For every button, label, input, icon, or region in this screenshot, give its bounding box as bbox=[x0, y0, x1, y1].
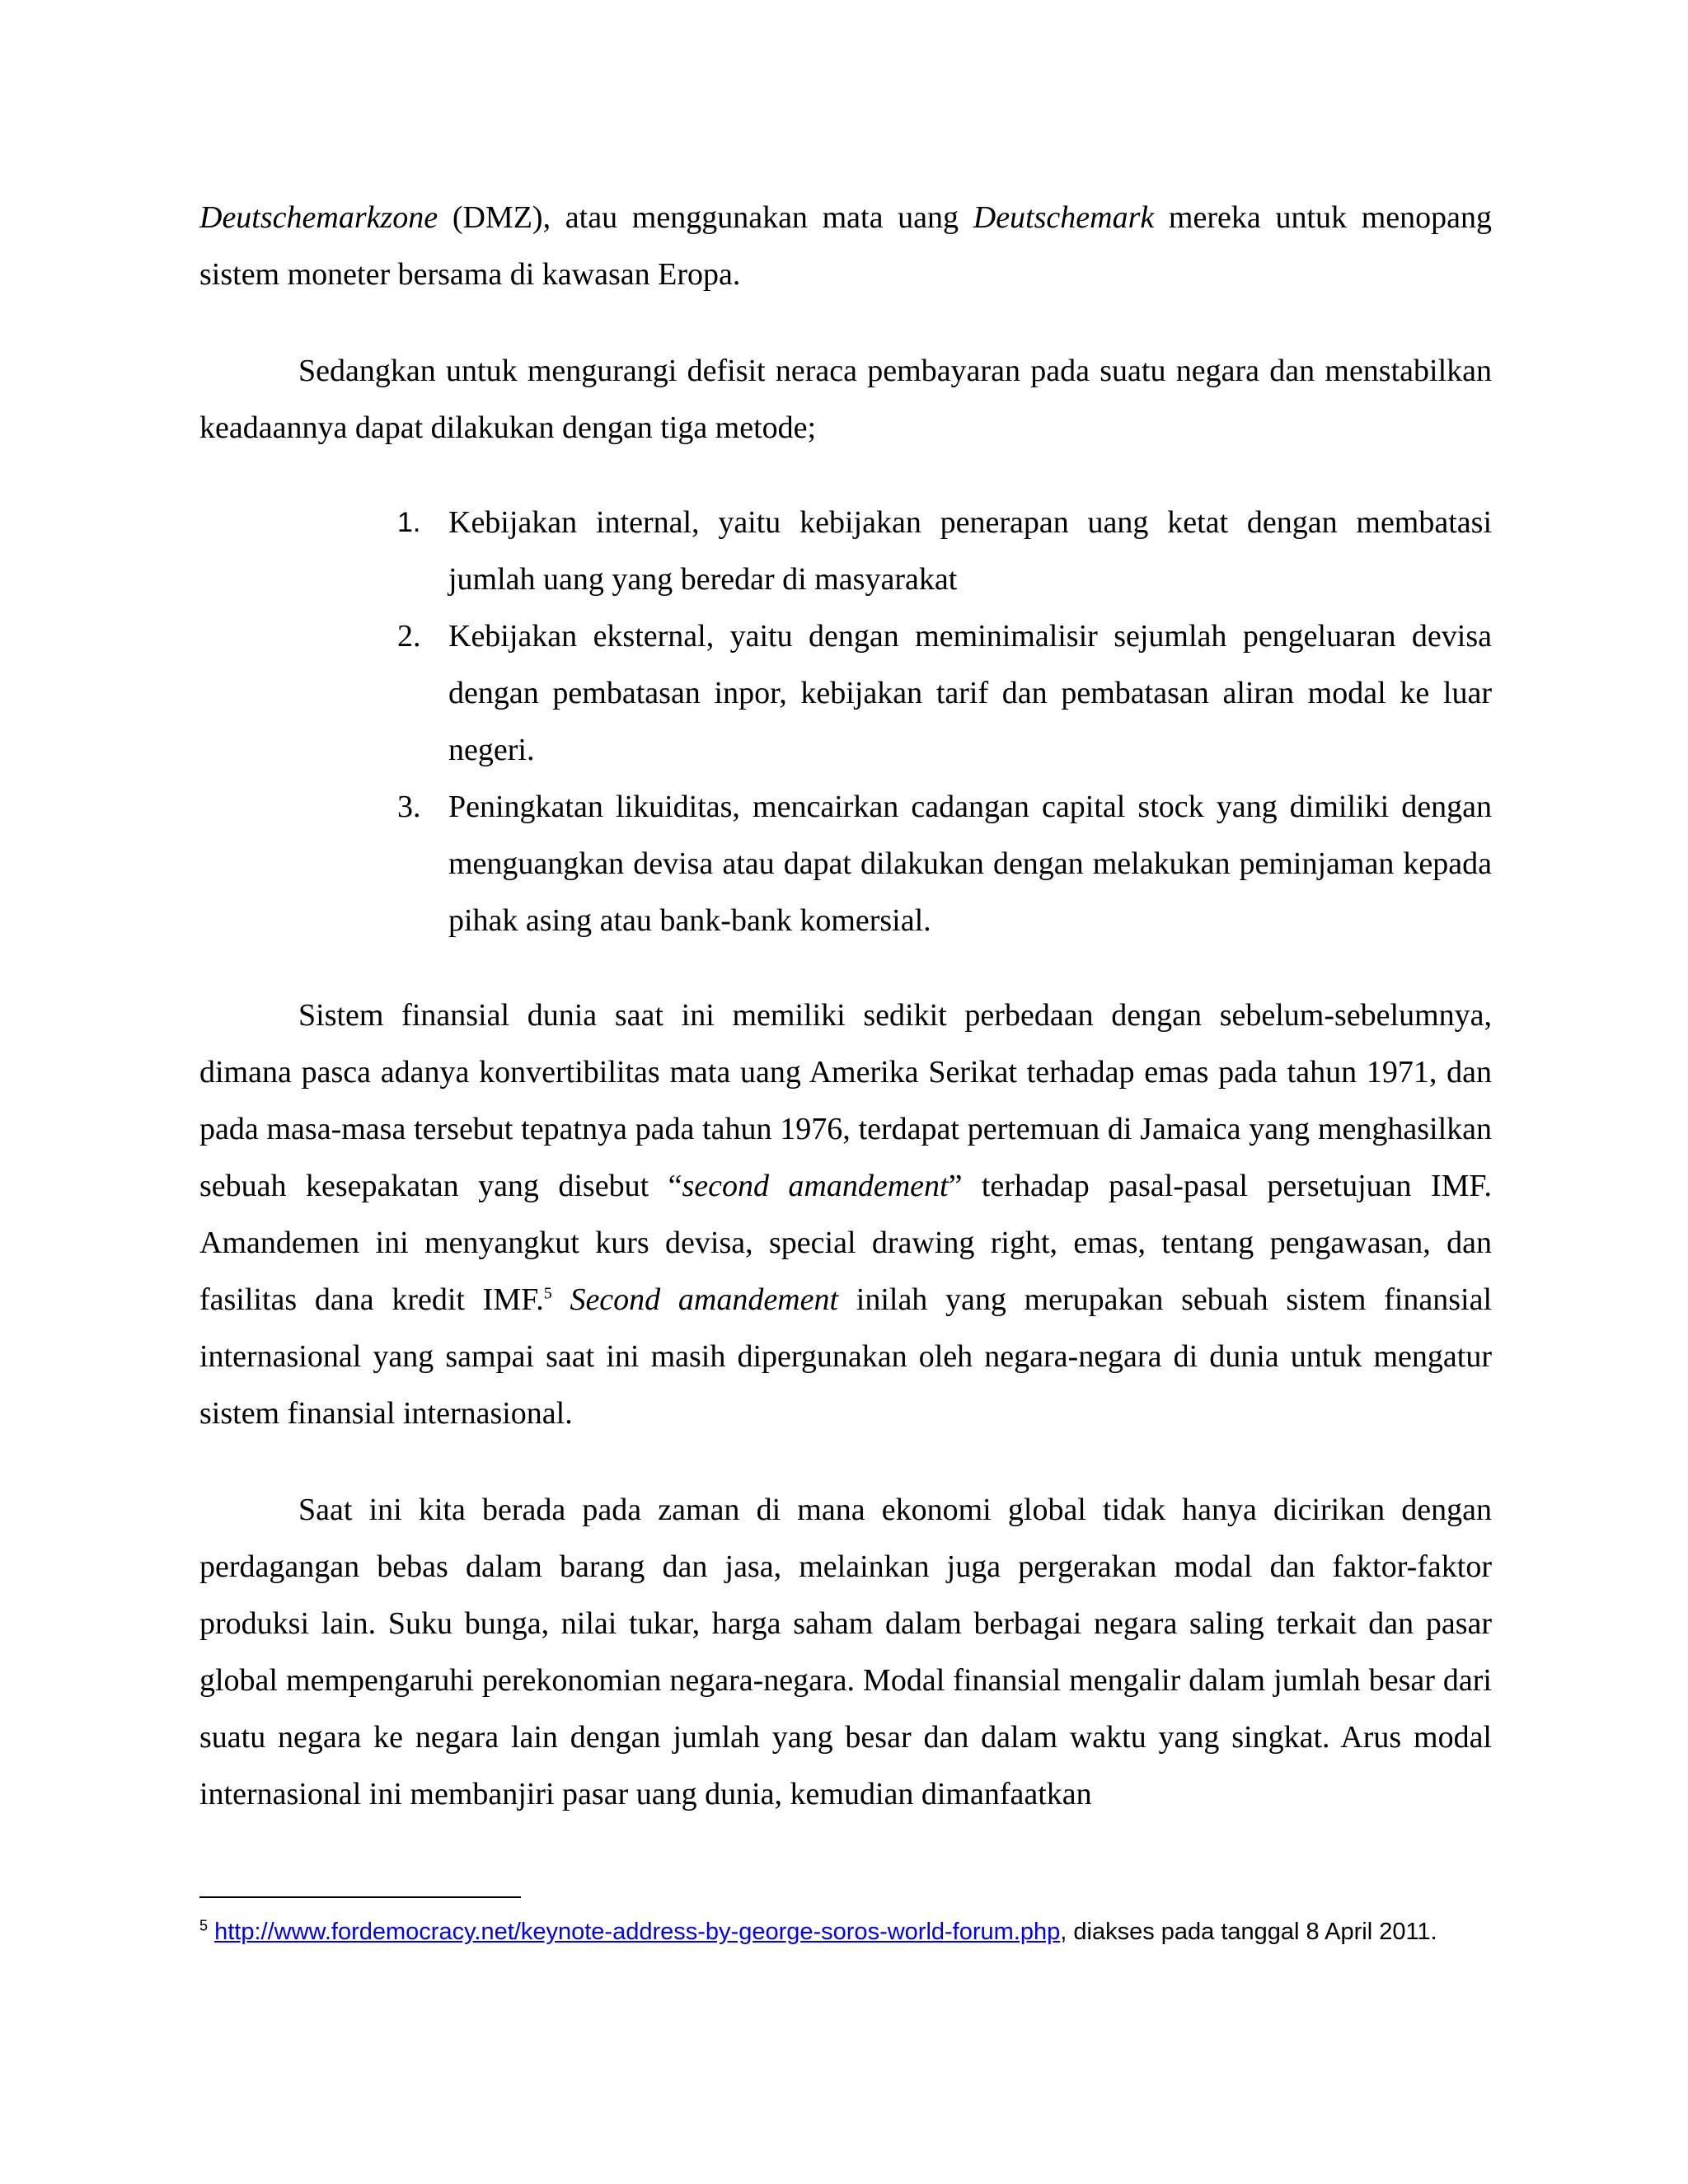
list-number: 1. bbox=[397, 507, 421, 538]
paragraph-financial-system bbox=[199, 987, 1492, 1442]
methods-list bbox=[199, 494, 1492, 949]
paragraph-global-economy: Saat ini kita berada pada zaman di mana ekonomi global tidak hanya dicirikan dengan perdagangan bebas dalam barang dan jasa, melainkan juga pergerakan modal dan faktor-faktor produksi lain. Suku bunga, nilai tukar, harga saham dalam berbagai negara saling terkait dan pasar global mempengaruhi perekonomian negara-negara. Modal finansial mengalir dalam jumlah besar dari suatu negara ke negara lain dengan jumlah yang besar dan dalam waktu yang singkat. Arus modal internasional ini membanjiri pasar uang dunia, kemudian dimanfaatkan bbox=[199, 1493, 1492, 1811]
paragraph-text: (DMZ), atau menggunakan mata uang bbox=[438, 200, 973, 235]
list-number: 3. bbox=[397, 790, 421, 824]
list-item-text: Kebijakan internal, yaitu kebijakan penerapan uang ketat dengan membatasi jumlah uang yang beredar di masyarakat bbox=[448, 505, 1492, 597]
body-text bbox=[199, 190, 1492, 1823]
list-item bbox=[397, 779, 1492, 949]
footnote-marker: 5 bbox=[199, 1917, 209, 1934]
paragraph-methods-intro: Sedangkan untuk mengurangi defisit neraca pembayaran pada suatu negara dan menstabilkan keadaannya dapat dilakukan dengan tiga metode; bbox=[199, 354, 1492, 445]
list-number: 2. bbox=[397, 619, 421, 654]
list-item bbox=[397, 494, 1492, 608]
footnote bbox=[199, 1915, 1492, 1948]
list-item bbox=[397, 608, 1492, 779]
list-item-text: Peningkatan likuiditas, mencairkan cadangan capital stock yang dimiliki dengan menguangkan devisa atau dapat dilakukan dengan melakukan peminjaman kepada pihak asing atau bank-bank komersial. bbox=[448, 790, 1492, 938]
term-deutschemark: Deutschemark bbox=[973, 200, 1155, 235]
paragraph-text: inilah yang merupakan sebuah sistem finansial internasional yang sampai saat ini masih dipergunakan oleh negara-negara di dunia untuk mengatur sistem finansial internasional. bbox=[199, 1282, 1492, 1431]
paragraph-text bbox=[552, 1282, 570, 1317]
footnote-separator bbox=[199, 1896, 521, 1898]
paragraph-dmz bbox=[199, 190, 1492, 303]
term-deutschemarkzone: Deutschemarkzone bbox=[199, 200, 438, 235]
paragraph-text: mereka untuk menopang sistem moneter bersama di kawasan Eropa. bbox=[199, 200, 1492, 292]
term-second-amandement: Second amandement bbox=[570, 1282, 839, 1317]
list-item-text: Kebijakan eksternal, yaitu dengan meminimalisir sejumlah pengeluaran devisa dengan pembatasan inpor, kebijakan tarif dan pembatasan aliran modal ke luar negeri. bbox=[448, 619, 1492, 767]
footnote-reference[interactable]: 5 bbox=[543, 1284, 552, 1303]
footnote-text: , diakses pada tanggal 8 April 2011. bbox=[1060, 1919, 1437, 1945]
paragraph-text: Sistem finansial dunia saat ini memiliki sedikit perbedaan dengan sebelum-sebelumnya, dimana pasca adanya konvertibilitas mata uang Amerika Serikat terhadap emas pada tahun 1971, dan pada masa-masa tersebut tepatnya pada tahun 1976, terdapat pertemuan di Jamaica yang menghasilkan sebuah kesepakatan yang disebut “ bbox=[199, 998, 1492, 1203]
footnote-link[interactable]: http://www.fordemocracy.net/keynote-address-by-george-soros-world-forum.php bbox=[214, 1919, 1061, 1945]
paragraph-text: ” terhadap pasal-pasal persetujuan IMF. Amandemen ini menyangkut kurs devisa, special drawing right, emas, tentang pengawasan, dan fasilitas dana kredit IMF. bbox=[199, 1169, 1492, 1317]
term-second-amandement: second amandement bbox=[682, 1169, 949, 1203]
